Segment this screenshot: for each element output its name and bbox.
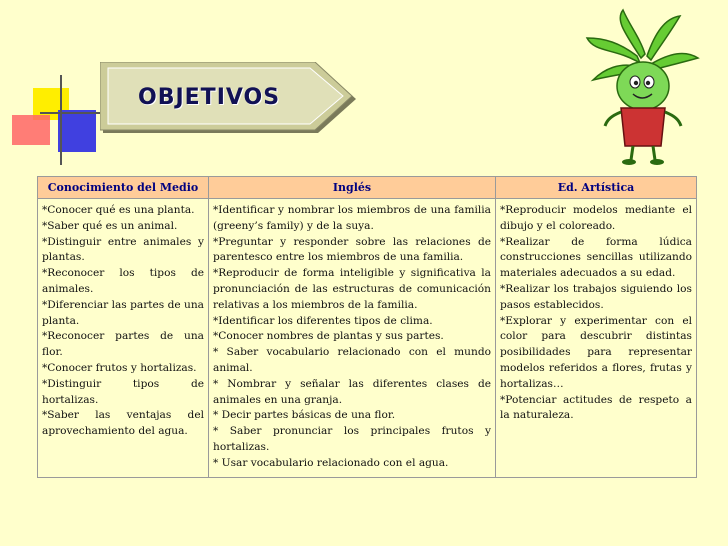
page-title: OBJETIVOS — [138, 85, 281, 110]
list-item: *Conocer frutos y hortalizas. — [42, 361, 197, 374]
decor-vertical-line — [60, 75, 62, 165]
list-item: *Identificar los diferentes tipos de clima. — [213, 314, 433, 327]
list-item: *Reproducir de forma inteligible y significativa la pronunciación de las estructuras de comunicación relativas a los miembros de la familia. — [213, 267, 491, 311]
list-item: * Decir partes básicas de una flor. — [213, 409, 396, 422]
decor-blue-square — [58, 110, 96, 152]
list-item: * Saber pronunciar los principales frutos y hortalizas. — [213, 425, 491, 453]
cell-ingles — [209, 199, 496, 478]
header-conocimiento-del-medio: Conocimiento del Medio — [38, 177, 209, 199]
list-item: *Diferenciar las partes de una planta. — [42, 298, 204, 327]
objectives-table — [37, 176, 697, 478]
list-item: *Saber las ventajas del aprovechamiento del agua. — [42, 409, 204, 438]
list-item: * Usar vocabulario relacionado con el agua. — [213, 456, 449, 469]
list-item: *Reconocer partes de una flor. — [42, 330, 204, 359]
list-item: *Potenciar actitudes de respeto a la naturaleza. — [500, 393, 692, 422]
table-header-row — [38, 177, 697, 199]
table-row — [38, 199, 697, 478]
list-item: *Saber qué es un animal. — [42, 219, 178, 232]
cell-conocimiento-del-medio — [38, 199, 209, 478]
list-item: *Reconocer los tipos de animales. — [42, 267, 204, 295]
title-banner — [100, 62, 360, 136]
plant-mascot-icon — [585, 8, 700, 166]
list-item: *Realizar los trabajos siguiendo los pasos establecidos. — [500, 282, 692, 311]
list-item: *Realizar de forma lúdica construcciones sencillas utilizando materiales adecuados a su edad. — [500, 235, 692, 280]
list-item: *Reproducir modelos mediante el dibujo y el coloreado. — [500, 204, 692, 232]
list-item: *Distinguir tipos de hortalizas. — [42, 377, 204, 406]
list-item: *Preguntar y responder sobre las relaciones de parentesco entre los miembros de una familia. — [213, 235, 491, 264]
list-item: *Identificar y nombrar los miembros de una familia (greeny’s family) y de la suya. — [213, 204, 491, 232]
header-ed-artistica: Ed. Artística — [496, 177, 697, 199]
cell-ed-artistica — [496, 199, 697, 478]
list-item: *Conocer qué es una planta. — [42, 204, 195, 216]
header-ingles: Inglés — [209, 177, 496, 199]
list-item: *Explorar y experimentar con el color para descubrir distintas posibilidades para representar modelos referidos a flores, frutas y hortalizas… — [500, 314, 692, 390]
list-item: *Conocer nombres de plantas y sus partes. — [213, 330, 444, 343]
list-item: * Saber vocabulario relacionado con el mundo animal. — [213, 346, 491, 374]
list-item: *Distinguir entre animales y plantas. — [42, 235, 204, 264]
list-item: * Nombrar y señalar las diferentes clases de animales en una granja. — [213, 377, 491, 406]
decor-red-square — [12, 115, 50, 145]
